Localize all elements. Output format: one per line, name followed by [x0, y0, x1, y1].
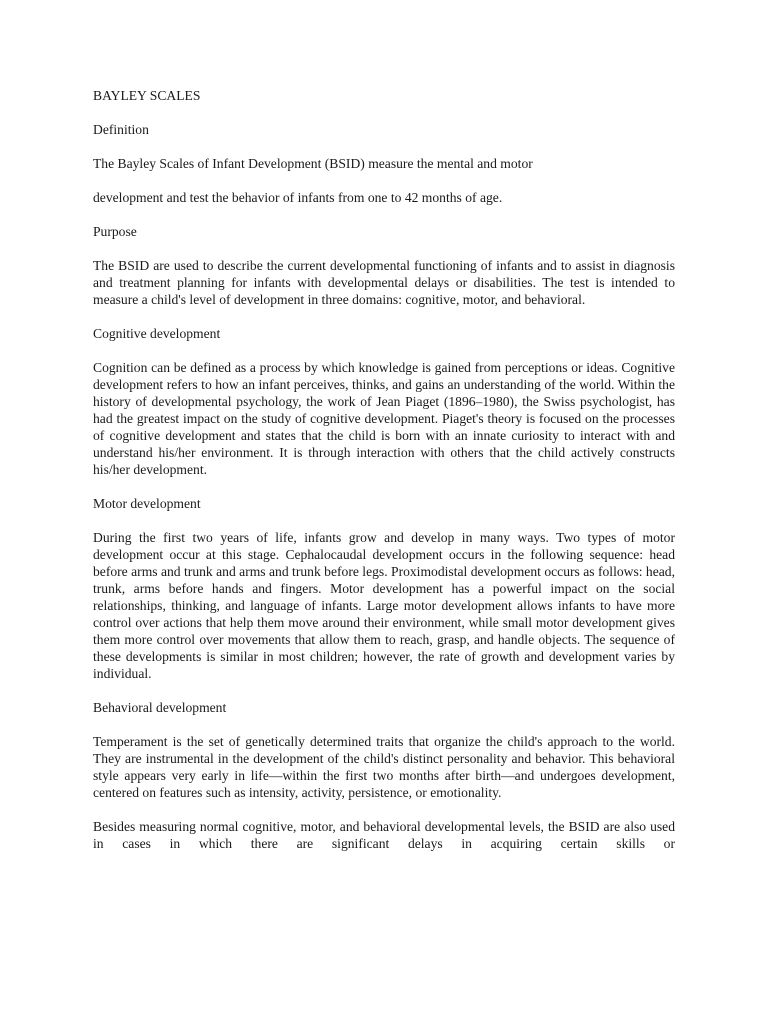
motor-heading: Motor development — [93, 496, 201, 511]
closing-paragraph: Besides measuring normal cognitive, motor, and behavioral developmental levels, the BSID are also used in cases in which there are significant delays in acquiring certain skills or — [93, 819, 675, 851]
cognitive-paragraph: Cognition can be defined as a process by which knowledge is gained from perceptions or ideas. Cognitive development refers to how an infant perceives, thinks, and gains an understanding of the world. Within the history of developmental psychology, the work of Jean Piaget (1896–1980), the Swiss psychologist, has had the greatest impact on the study of cognitive development. Piaget's theory is focused on the processes of cognitive development and states that the child is born with an innate curiosity to interact with and understand his/her environment. It is through interaction with others that the child actively constructs his/her development. — [93, 360, 675, 477]
definition-line-1: The Bayley Scales of Infant Development (BSID) measure the mental and motor — [93, 156, 533, 171]
definition-line-2: development and test the behavior of infants from one to 42 months of age. — [93, 190, 503, 205]
definition-heading: Definition — [93, 122, 149, 137]
document-body — [93, 87, 675, 869]
cognitive-heading: Cognitive development — [93, 326, 221, 341]
behavioral-heading: Behavioral development — [93, 700, 227, 715]
document-title: BAYLEY SCALES — [93, 88, 201, 103]
purpose-paragraph: The BSID are used to describe the current developmental functioning of infants and to assist in diagnosis and treatment planning for infants with developmental delays or disabilities. The test is intended to measure a child's level of development in three domains: cognitive, motor, and behavioral. — [93, 258, 675, 307]
purpose-heading: Purpose — [93, 224, 137, 239]
behavioral-paragraph: Temperament is the set of genetically determined traits that organize the child's approach to the world. They are instrumental in the development of the child's distinct personality and behavior. This behavioral style appears very early in life—within the first two months after birth—and undergoes development, centered on features such as intensity, activity, persistence, or emotionality. — [93, 734, 675, 800]
motor-paragraph: During the first two years of life, infants grow and develop in many ways. Two types of motor development occur at this stage. Cephalocaudal development occurs in the following sequence: head before arms and trunk and arms and trunk before legs. Proximodistal development occurs as follows: head, trunk, arms before hands and fingers. Motor development has a powerful impact on the social relationships, thinking, and language of infants. Large motor development allows infants to have more control over actions that help them move around their environment, while small motor development gives them more control over movements that allow them to reach, grasp, and handle objects. The sequence of these developments is similar in most children; however, the rate of growth and development varies by individual. — [93, 530, 675, 681]
